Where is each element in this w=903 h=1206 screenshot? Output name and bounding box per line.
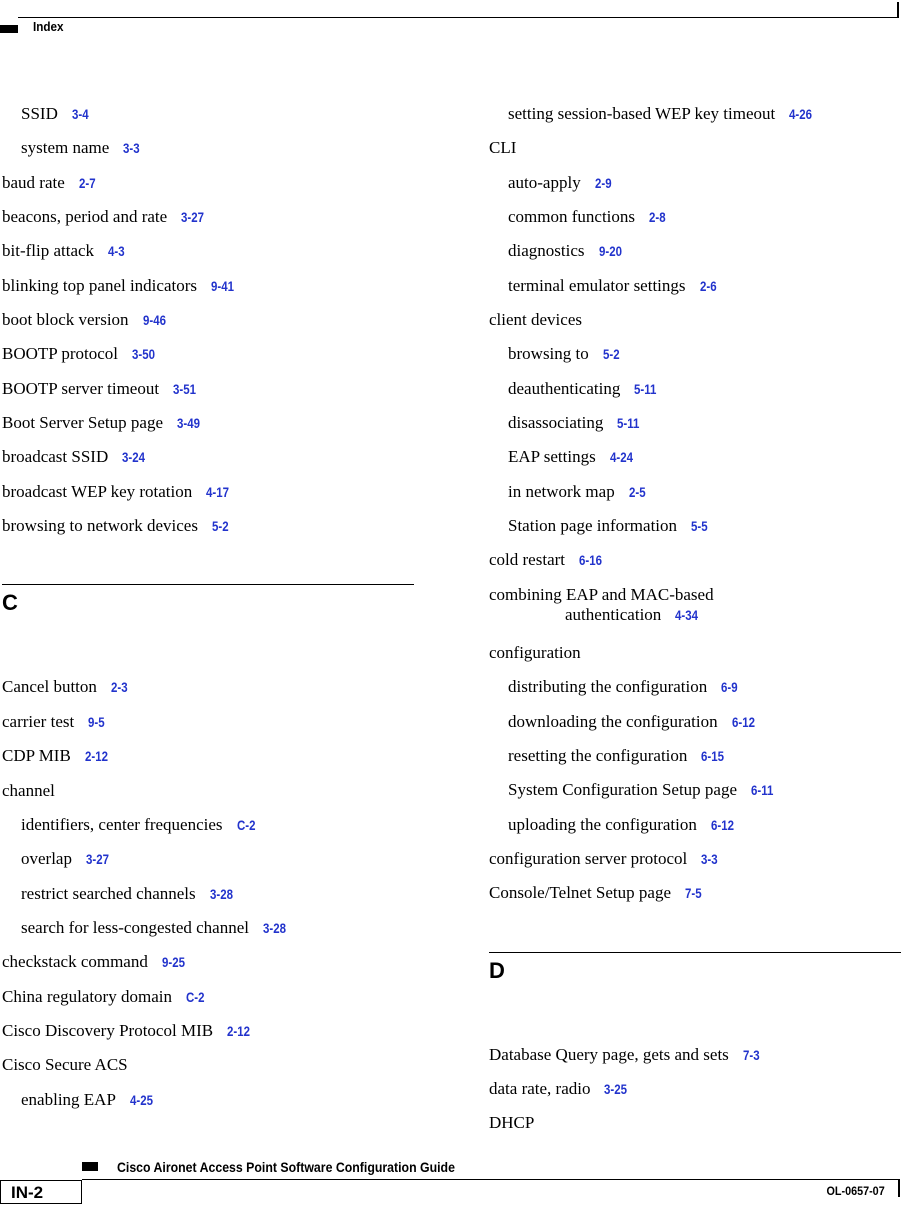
page-link[interactable]: 2-6 xyxy=(699,277,717,294)
entry-term: SSID xyxy=(21,104,58,123)
page-link[interactable]: 2-9 xyxy=(594,174,612,191)
entry-term: carrier test xyxy=(2,711,75,731)
entry-term: Cisco Secure ACS xyxy=(2,1055,128,1075)
index-entry xyxy=(489,883,901,917)
page-link[interactable]: 3-51 xyxy=(173,380,197,397)
entry-term: checkstack command xyxy=(2,952,148,972)
entry-term: Database Query page, gets and sets xyxy=(489,1044,729,1064)
entry-term: bit-flip attack xyxy=(2,241,95,261)
page-link[interactable]: 6-12 xyxy=(710,816,734,833)
entry-term: Cancel button xyxy=(2,677,97,697)
index-entry xyxy=(489,550,901,584)
page-link[interactable]: 3-28 xyxy=(262,919,286,936)
index-entry xyxy=(489,344,901,378)
header-label: Index xyxy=(33,19,64,34)
page-link[interactable]: 5-11 xyxy=(634,380,657,397)
entry-term: broadcast SSID xyxy=(2,447,109,467)
entry-term: restrict searched channels xyxy=(21,883,196,903)
page-link[interactable]: 7-3 xyxy=(742,1046,760,1063)
page-link[interactable]: 6-15 xyxy=(701,747,725,764)
page-link[interactable]: 5-11 xyxy=(617,415,640,432)
index-entry xyxy=(2,413,414,447)
page-link[interactable]: 6-11 xyxy=(751,782,774,799)
section-d xyxy=(489,952,901,1045)
page-link[interactable]: 6-9 xyxy=(721,679,738,696)
page-link[interactable]: 3-25 xyxy=(604,1080,628,1097)
entry-term: identifiers, center frequencies xyxy=(21,814,223,834)
index-entry xyxy=(2,781,414,815)
entry-term: in network map xyxy=(508,481,615,501)
entry-term: beacons, period and rate xyxy=(2,207,168,227)
index-entry xyxy=(489,173,901,207)
index-entry xyxy=(2,241,414,275)
entry-term: CDP MIB xyxy=(2,746,71,766)
index-entry xyxy=(489,310,901,344)
index-entry xyxy=(2,712,414,746)
page-number-box xyxy=(0,1180,82,1204)
page-link[interactable]: 4-34 xyxy=(675,606,699,623)
footer-block xyxy=(82,1162,98,1171)
index-entry xyxy=(2,207,414,241)
entry-term: disassociating xyxy=(508,413,604,433)
index-entry xyxy=(489,413,901,447)
entry-term: DHCP xyxy=(489,1113,535,1133)
page-link[interactable]: 2-8 xyxy=(649,209,666,226)
entry-term: data rate, radio xyxy=(489,1078,591,1098)
entry-term: cold restart xyxy=(489,550,565,570)
index-entry xyxy=(2,746,414,780)
index-entry xyxy=(2,677,414,711)
entry-term: EAP settings xyxy=(508,447,596,467)
index-entry xyxy=(489,447,901,481)
page-link[interactable]: 2-7 xyxy=(78,174,96,191)
section-rule xyxy=(489,952,901,953)
entry-term: terminal emulator settings xyxy=(508,275,686,295)
entry-term: browsing to network devices xyxy=(2,516,198,536)
page-link[interactable]: 9-41 xyxy=(211,277,234,294)
index-entry xyxy=(2,815,414,849)
page-link[interactable]: 6-12 xyxy=(731,713,755,730)
page-link[interactable]: 4-26 xyxy=(789,106,813,122)
index-entry xyxy=(489,241,901,275)
index-entry xyxy=(2,849,414,883)
header-block xyxy=(0,25,18,33)
entry-term: combining EAP and MAC-based xyxy=(489,584,714,604)
section-letter: D xyxy=(489,957,505,983)
right-column xyxy=(489,104,901,1148)
page-link[interactable]: 4-24 xyxy=(609,449,633,466)
entry-term: system name xyxy=(21,138,110,158)
index-entry xyxy=(2,482,414,516)
entry-term: overlap xyxy=(21,849,72,869)
header-tick xyxy=(897,2,899,18)
page-link[interactable]: 4-17 xyxy=(206,483,230,500)
page-link[interactable]: 3-24 xyxy=(122,449,146,466)
page-link[interactable]: 7-5 xyxy=(685,885,702,902)
entry-term: client devices xyxy=(489,310,582,330)
footer-rule xyxy=(82,1179,900,1180)
page-link[interactable]: 9-25 xyxy=(161,954,185,971)
page-link[interactable]: 2-12 xyxy=(227,1022,251,1039)
page-link[interactable]: 9-46 xyxy=(142,312,166,329)
page-link[interactable]: 3-4 xyxy=(71,106,89,122)
entry-term: common functions xyxy=(508,207,636,227)
section-c xyxy=(2,584,414,677)
index-entry xyxy=(2,918,414,952)
index-entry xyxy=(2,173,414,207)
page-link[interactable]: C-2 xyxy=(236,816,256,833)
index-entry xyxy=(489,712,901,746)
page-link[interactable]: 2-5 xyxy=(628,483,646,500)
index-entry xyxy=(489,138,901,172)
entry-term: broadcast WEP key rotation xyxy=(2,481,193,501)
index-entry xyxy=(2,310,414,344)
page-link[interactable]: 3-28 xyxy=(209,885,233,902)
document-id: OL-0657-07 xyxy=(826,1184,885,1198)
index-entry xyxy=(2,987,414,1021)
page-link[interactable]: 3-27 xyxy=(85,851,109,868)
entry-term: blinking top panel indicators xyxy=(2,275,197,295)
entry-term: uploading the configuration xyxy=(508,814,697,834)
entry-term: enabling EAP xyxy=(21,1089,116,1109)
index-entry xyxy=(489,207,901,241)
index-entry xyxy=(489,585,901,643)
index-entry xyxy=(489,379,901,413)
page-link[interactable]: 5-2 xyxy=(602,346,620,363)
header-rule xyxy=(18,17,898,18)
index-entry xyxy=(489,815,901,849)
page-link[interactable]: 5-5 xyxy=(691,518,708,535)
index-entry xyxy=(2,447,414,481)
page-link[interactable]: 3-50 xyxy=(132,346,156,363)
index-entry xyxy=(489,677,901,711)
entry-term-continued xyxy=(489,605,901,625)
index-entry xyxy=(489,1045,901,1079)
left-column xyxy=(2,104,414,1124)
page-link[interactable]: 5-2 xyxy=(211,518,229,535)
page-link[interactable]: 9-20 xyxy=(598,243,622,260)
entry-term: browsing to xyxy=(508,344,589,364)
entry-term: channel xyxy=(2,780,55,800)
footer-guide-title: Cisco Aironet Access Point Software Configuration Guide xyxy=(117,1159,455,1175)
entry-term: search for less-congested channel xyxy=(21,917,249,937)
index-entry xyxy=(2,952,414,986)
entry-term: BOOTP protocol xyxy=(2,344,119,364)
page-link[interactable]: 3-3 xyxy=(701,850,718,867)
entry-term: System Configuration Setup page xyxy=(508,780,738,800)
index-entry xyxy=(2,1055,414,1089)
index-entry xyxy=(2,104,414,138)
entry-term: CLI xyxy=(489,138,517,158)
page-link[interactable]: 9-5 xyxy=(88,713,105,730)
entry-term: auto-apply xyxy=(508,172,581,192)
entry-term-line2: authentication xyxy=(565,604,662,624)
index-entry xyxy=(2,884,414,918)
index-entry xyxy=(489,104,901,138)
page-link[interactable]: 2-12 xyxy=(84,748,108,765)
entry-term: Boot Server Setup page xyxy=(2,413,163,433)
entry-term: Station page information xyxy=(508,516,678,536)
index-entry xyxy=(489,1113,901,1147)
index-entry xyxy=(2,516,414,550)
page-number: IN-2 xyxy=(11,1183,44,1202)
entry-term: downloading the configuration xyxy=(508,711,718,731)
index-entry xyxy=(489,1079,901,1113)
index-entry xyxy=(2,344,414,378)
index-entry xyxy=(489,482,901,516)
entry-term: Cisco Discovery Protocol MIB xyxy=(2,1020,214,1040)
index-entry xyxy=(489,276,901,310)
section-rule xyxy=(2,584,414,585)
page-link[interactable]: 2-3 xyxy=(110,679,128,696)
index-entry xyxy=(2,276,414,310)
entry-term: BOOTP server timeout xyxy=(2,378,160,398)
page-link[interactable]: 3-49 xyxy=(177,415,200,432)
footer-tick xyxy=(898,1179,900,1197)
index-entry xyxy=(2,138,414,172)
entry-term: resetting the configuration xyxy=(508,745,688,765)
entry-term: Console/Telnet Setup page xyxy=(489,883,671,903)
entry-term: configuration server protocol xyxy=(489,848,688,868)
index-entry xyxy=(489,516,901,550)
index-entry xyxy=(489,746,901,780)
page-link[interactable]: 3-27 xyxy=(181,209,205,226)
entry-term: distributing the configuration xyxy=(508,677,708,697)
entry-term: configuration xyxy=(489,642,581,662)
entry-term: China regulatory domain xyxy=(2,986,172,1006)
entry-term: boot block version xyxy=(2,310,129,330)
section-letter: C xyxy=(2,590,18,616)
index-entry xyxy=(489,849,901,883)
entry-term: baud rate xyxy=(2,172,65,192)
index-entry xyxy=(489,643,901,677)
entry-term: setting session-based WEP key timeout xyxy=(508,104,776,123)
index-entry xyxy=(489,780,901,814)
page-link[interactable]: C-2 xyxy=(185,988,205,1005)
page-link[interactable]: 4-25 xyxy=(129,1091,153,1108)
entry-term: diagnostics xyxy=(508,241,585,261)
index-entry xyxy=(2,1090,414,1124)
index-entry xyxy=(2,379,414,413)
page-link[interactable]: 4-3 xyxy=(108,243,125,260)
entry-term: deauthenticating xyxy=(508,378,621,398)
page-link[interactable]: 6-16 xyxy=(579,552,602,569)
page-link[interactable]: 3-3 xyxy=(123,140,140,157)
index-entry xyxy=(2,1021,414,1055)
